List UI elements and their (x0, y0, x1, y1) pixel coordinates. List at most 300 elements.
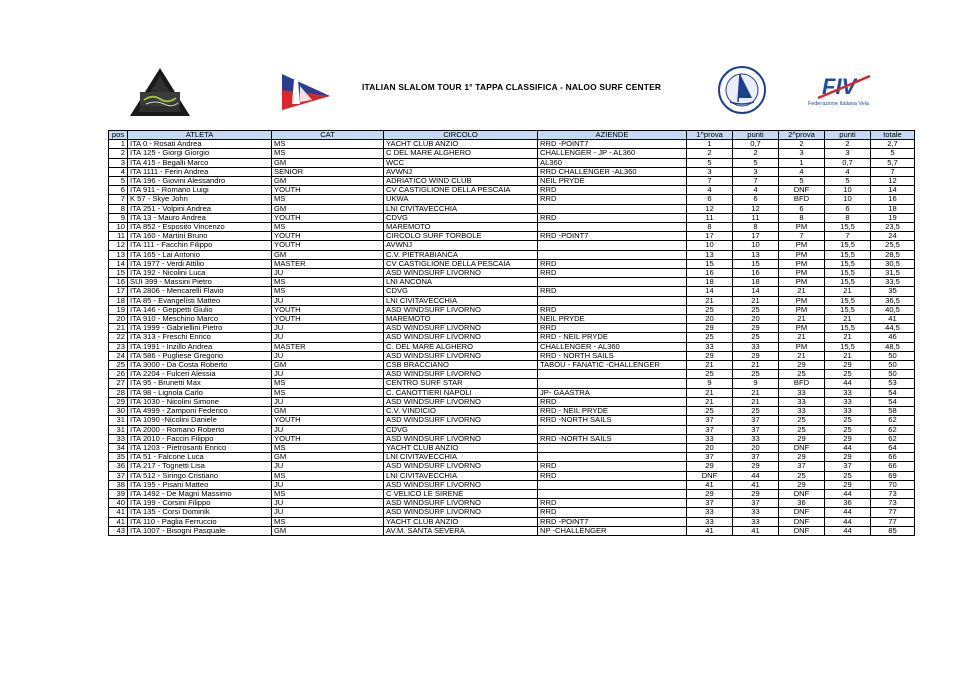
cell-prova2: 3 (779, 149, 825, 158)
table-row (109, 140, 915, 149)
cell-aziende: RRD (538, 213, 687, 222)
cell-prova1: 29 (687, 462, 733, 471)
cell-prova2: PM (779, 250, 825, 259)
cell-totale: 58 (871, 407, 915, 416)
table-row (109, 241, 915, 250)
cell-cat: GM (272, 158, 384, 167)
cell-prova2: 2 (779, 140, 825, 149)
table-row (109, 379, 915, 388)
cell-prova1: 21 (687, 361, 733, 370)
cell-aziende: RRD CHALLENGER -AL360 (538, 167, 687, 176)
cell-circolo: ASD WINDSURF LIVORNO (384, 324, 538, 333)
cell-circolo: AV.M. SANTA SEVERA (384, 526, 538, 535)
table-row (109, 425, 915, 434)
table-row (109, 195, 915, 204)
cell-cat: YOUTH (272, 434, 384, 443)
cell-prova2: 29 (779, 453, 825, 462)
cell-cat: MS (272, 443, 384, 452)
cell-prova1: 25 (687, 407, 733, 416)
cell-atleta: ITA 1030 - Nicolini Simone (128, 397, 272, 406)
cell-totale: 54 (871, 397, 915, 406)
cell-circolo: C.V. PIETRABIANCA (384, 250, 538, 259)
cell-pos: 12 (109, 241, 128, 250)
fiv-subtitle: Federazione Italiana Vela (808, 101, 869, 107)
cell-aziende: RRD (538, 397, 687, 406)
cell-prova1: 41 (687, 526, 733, 535)
cell-punti1: 29 (733, 351, 779, 360)
cell-atleta: ITA 1007 - Bisogni Pasquale (128, 526, 272, 535)
cell-prova1: 21 (687, 388, 733, 397)
cell-cat: SENIOR (272, 167, 384, 176)
cell-atleta: ITA 98 - Lignola Carlo (128, 388, 272, 397)
cell-atleta: ITA 165 - Lai Antonio (128, 250, 272, 259)
cell-aziende: CHALLENGER - JP - AL360 (538, 149, 687, 158)
cell-punti1: 21 (733, 361, 779, 370)
cell-cat: JU (272, 397, 384, 406)
table-row (109, 480, 915, 489)
cell-punti2: 37 (825, 462, 871, 471)
cell-atleta: ITA 110 - Paglia Ferruccio (128, 517, 272, 526)
cell-circolo: ASD WINDSURF LIVORNO (384, 480, 538, 489)
cell-pos: 24 (109, 351, 128, 360)
cell-aziende (538, 250, 687, 259)
cell-punti1: 10 (733, 241, 779, 250)
table-row (109, 269, 915, 278)
cell-prova2: 5 (779, 177, 825, 186)
cell-cat: YOUTH (272, 305, 384, 314)
col-header-prova1: 1^prova (687, 131, 733, 140)
table-header-row (109, 131, 915, 140)
cell-punti1: 7 (733, 177, 779, 186)
cell-circolo: ASD WINDSURF LIVORNO (384, 333, 538, 342)
cell-cat: JU (272, 296, 384, 305)
cell-prova1: 21 (687, 397, 733, 406)
cell-circolo: CSB BRACCIANO (384, 361, 538, 370)
results-body (109, 140, 915, 536)
cell-punti1: 14 (733, 287, 779, 296)
cell-prova2: PM (779, 278, 825, 287)
cell-pos: 41 (109, 517, 128, 526)
cell-aziende: RRD -POINT7 (538, 140, 687, 149)
cell-pos: 23 (109, 342, 128, 351)
cell-totale: 18 (871, 204, 915, 213)
cell-punti2: 33 (825, 407, 871, 416)
cell-punti1: 29 (733, 324, 779, 333)
cell-pos: 6 (109, 186, 128, 195)
cell-cat: YOUTH (272, 416, 384, 425)
cell-circolo: ASD WINDSURF LIVORNO (384, 499, 538, 508)
cell-totale: 30,5 (871, 259, 915, 268)
cell-circolo: LNI CIVITAVECCHIA (384, 471, 538, 480)
cell-punti2: 29 (825, 361, 871, 370)
cell-atleta: ITA 1492 - De Magni Massimo (128, 489, 272, 498)
cell-prova2: 36 (779, 499, 825, 508)
cell-aziende (538, 204, 687, 213)
cell-atleta: ITA 1111 - Ferin Andrea (128, 167, 272, 176)
cell-punti2: 21 (825, 315, 871, 324)
cell-totale: 31,5 (871, 269, 915, 278)
cell-prova2: PM (779, 241, 825, 250)
cell-punti1: 20 (733, 443, 779, 452)
cell-aziende: RRD (538, 471, 687, 480)
cell-aziende: RRD (538, 305, 687, 314)
cell-prova2: 8 (779, 213, 825, 222)
cell-prova1: 7 (687, 177, 733, 186)
cell-totale: 5 (871, 149, 915, 158)
cell-pos: 40 (109, 499, 128, 508)
cell-prova1: 37 (687, 425, 733, 434)
cell-totale: 66 (871, 453, 915, 462)
table-row (109, 167, 915, 176)
cell-prova2: 21 (779, 287, 825, 296)
cell-aziende (538, 278, 687, 287)
table-row (109, 526, 915, 535)
cell-circolo: CV CASTIGLIONE DELLA PESCAIA (384, 259, 538, 268)
cell-pos: 8 (109, 204, 128, 213)
cell-pos: 9 (109, 213, 128, 222)
cell-atleta: ITA 2010 - Faccin Filippo (128, 434, 272, 443)
cell-prova1: 33 (687, 517, 733, 526)
table-row (109, 453, 915, 462)
cell-punti2: 4 (825, 167, 871, 176)
cell-circolo: ASD WINDSURF LIVORNO (384, 370, 538, 379)
cell-atleta: ITA 196 - Giovini Alessandro (128, 177, 272, 186)
table-row (109, 204, 915, 213)
cell-pos: 39 (109, 489, 128, 498)
cell-punti1: 11 (733, 213, 779, 222)
cell-atleta: ITA 2000 - Romano Roberto (128, 425, 272, 434)
cell-cat: MASTER (272, 342, 384, 351)
cell-cat: JU (272, 370, 384, 379)
table-row (109, 250, 915, 259)
cell-cat: MS (272, 140, 384, 149)
cell-prova2: 6 (779, 204, 825, 213)
cell-aziende (538, 223, 687, 232)
cell-aziende (538, 379, 687, 388)
cell-punti1: 41 (733, 526, 779, 535)
cell-punti1: 25 (733, 305, 779, 314)
cell-cat: YOUTH (272, 186, 384, 195)
cell-atleta: ITA 1991 - Inzillo Andrea (128, 342, 272, 351)
cell-totale: 44,5 (871, 324, 915, 333)
col-header-atleta: ATLETA (128, 131, 272, 140)
cell-aziende: RRD (538, 186, 687, 195)
cell-pos: 26 (109, 370, 128, 379)
cell-punti1: 37 (733, 499, 779, 508)
cell-aziende: JP- GAASTRA (538, 388, 687, 397)
cell-atleta: ITA 125 - Giorgi Giorgio (128, 149, 272, 158)
cell-pos: 33 (109, 434, 128, 443)
cell-prova2: 29 (779, 480, 825, 489)
cell-atleta: ITA 4999 - Zamponi Federico (128, 407, 272, 416)
cell-prova1: 33 (687, 342, 733, 351)
cell-totale: 77 (871, 508, 915, 517)
cell-punti1: 8 (733, 223, 779, 232)
cell-aziende: RRD (538, 324, 687, 333)
cell-prova1: 20 (687, 443, 733, 452)
col-header-cat: CAT (272, 131, 384, 140)
cell-prova2: PM (779, 259, 825, 268)
cell-punti2: 5 (825, 177, 871, 186)
cell-punti1: 33 (733, 508, 779, 517)
cell-cat: GM (272, 361, 384, 370)
cell-punti2: 15,5 (825, 241, 871, 250)
cell-prova1: 6 (687, 195, 733, 204)
cell-prova2: PM (779, 342, 825, 351)
cell-circolo: MAREMOTO (384, 315, 538, 324)
cell-prova1: 29 (687, 489, 733, 498)
cell-prova1: 11 (687, 213, 733, 222)
cell-totale: 41 (871, 315, 915, 324)
page-title: ITALIAN SLALOM TOUR 1° TAPPA CLASSIFICA - NALOO SURF CENTER (362, 82, 662, 92)
cell-atleta: ITA 313 - Freschi Enrico (128, 333, 272, 342)
cell-totale: 2,7 (871, 140, 915, 149)
cell-circolo: C.V. VINDICIO (384, 407, 538, 416)
cell-punti1: 33 (733, 517, 779, 526)
cell-punti2: 8 (825, 213, 871, 222)
cell-circolo: ASD WINDSURF LIVORNO (384, 416, 538, 425)
cell-prova1: 3 (687, 167, 733, 176)
cell-aziende (538, 425, 687, 434)
cell-totale: 73 (871, 489, 915, 498)
cell-punti1: 21 (733, 388, 779, 397)
cell-cat: JU (272, 425, 384, 434)
cell-prova1: 10 (687, 241, 733, 250)
cell-prova2: PM (779, 305, 825, 314)
table-row (109, 508, 915, 517)
cell-punti2: 6 (825, 204, 871, 213)
cell-circolo: AVWNJ (384, 241, 538, 250)
col-header-punti2: punti (825, 131, 871, 140)
cell-aziende: RRD -NORTH SAILS (538, 434, 687, 443)
cell-circolo: YACHT CLUB ANZIO (384, 517, 538, 526)
cell-atleta: ITA 1999 - Gabriellini Pietro (128, 324, 272, 333)
table-row (109, 489, 915, 498)
cell-prova1: 25 (687, 305, 733, 314)
cell-circolo: C. DEL MARE ALGHERO (384, 342, 538, 351)
cell-prova2: BFD (779, 379, 825, 388)
cell-cat: MS (272, 278, 384, 287)
cell-aziende: NP -CHALLENGER (538, 526, 687, 535)
cell-punti1: 37 (733, 416, 779, 425)
cell-punti2: 10 (825, 195, 871, 204)
cell-punti1: 21 (733, 397, 779, 406)
cell-cat: MS (272, 517, 384, 526)
col-header-aziende: AZIENDE (538, 131, 687, 140)
cell-totale: 69 (871, 471, 915, 480)
cell-totale: 16 (871, 195, 915, 204)
cell-totale: 54 (871, 388, 915, 397)
cell-totale: 14 (871, 186, 915, 195)
cell-aziende: TABOU - FANATIC -CHALLENGER (538, 361, 687, 370)
cell-totale: 64 (871, 443, 915, 452)
cell-atleta: ITA 111 - Facchin Filippo (128, 241, 272, 250)
cell-prova1: 37 (687, 453, 733, 462)
cell-totale: 73 (871, 499, 915, 508)
table-row (109, 370, 915, 379)
cell-aziende: RRD - NORTH SAILS (538, 351, 687, 360)
cell-prova1: 1 (687, 140, 733, 149)
cell-pos: 27 (109, 379, 128, 388)
cell-pos: 13 (109, 250, 128, 259)
cell-circolo: LNI ANCONA (384, 278, 538, 287)
table-row (109, 259, 915, 268)
cell-punti2: 3 (825, 149, 871, 158)
cell-pos: 30 (109, 407, 128, 416)
cell-circolo: CDVG (384, 213, 538, 222)
cell-prova1: 2 (687, 149, 733, 158)
cell-totale: 25,5 (871, 241, 915, 250)
cell-cat: JU (272, 324, 384, 333)
cell-atleta: ITA 95 - Brunetti Max (128, 379, 272, 388)
cell-pos: 15 (109, 269, 128, 278)
cell-punti1: 15 (733, 259, 779, 268)
cell-prova2: PM (779, 269, 825, 278)
cell-punti2: 29 (825, 453, 871, 462)
cell-aziende (538, 443, 687, 452)
cell-prova1: 29 (687, 324, 733, 333)
cell-punti2: 7 (825, 232, 871, 241)
cell-totale: 85 (871, 526, 915, 535)
table-row (109, 342, 915, 351)
cell-aziende: RRD -POINT7 (538, 517, 687, 526)
cell-circolo: UKWA (384, 195, 538, 204)
cell-pos: 25 (109, 361, 128, 370)
table-row (109, 186, 915, 195)
table-row (109, 443, 915, 452)
cell-totale: 50 (871, 351, 915, 360)
cell-totale: 23,5 (871, 223, 915, 232)
cell-punti2: 15,5 (825, 250, 871, 259)
cell-prova2: PM (779, 324, 825, 333)
cell-pos: 31 (109, 416, 128, 425)
cell-atleta: ITA 1977 - Verdi Attilio (128, 259, 272, 268)
cell-atleta: SUI 399 - Massini Pietro (128, 278, 272, 287)
cell-aziende: RRD (538, 269, 687, 278)
cell-circolo: LNI CIVITAVECCHIA (384, 204, 538, 213)
cell-prova2: 33 (779, 397, 825, 406)
cell-cat: JU (272, 333, 384, 342)
cell-aziende: NEIL PRYDE (538, 177, 687, 186)
cell-totale: 62 (871, 416, 915, 425)
cell-punti1: 41 (733, 480, 779, 489)
cell-atleta: ITA 586 - Pugliese Gregorio (128, 351, 272, 360)
cell-prova2: 4 (779, 167, 825, 176)
cell-atleta: ITA 3000 - Da Costa Roberto (128, 361, 272, 370)
cell-prova2: 25 (779, 425, 825, 434)
cell-prova2: PM (779, 296, 825, 305)
cell-atleta: ITA 192 - Nicolini Luca (128, 269, 272, 278)
table-row (109, 388, 915, 397)
cell-punti2: 44 (825, 526, 871, 535)
cell-prova2: 33 (779, 388, 825, 397)
cell-atleta: K 57 - Skye John (128, 195, 272, 204)
cell-prova2: DNF (779, 186, 825, 195)
table-row (109, 397, 915, 406)
cell-pos: 3 (109, 158, 128, 167)
cell-totale: 19 (871, 213, 915, 222)
cell-punti1: 9 (733, 379, 779, 388)
cell-circolo: CDVG (384, 287, 538, 296)
cell-punti1: 33 (733, 342, 779, 351)
cell-punti2: 33 (825, 397, 871, 406)
cell-circolo: CDVG (384, 425, 538, 434)
cell-aziende: RRD (538, 259, 687, 268)
cell-totale: 40,5 (871, 305, 915, 314)
cell-pos: 35 (109, 453, 128, 462)
cell-pos: 2 (109, 149, 128, 158)
cell-punti2: 44 (825, 508, 871, 517)
cell-atleta: ITA 135 - Corsi Dominik (128, 508, 272, 517)
cell-prova1: 4 (687, 186, 733, 195)
cell-totale: 7 (871, 167, 915, 176)
cell-pos: 4 (109, 167, 128, 176)
cell-cat: JU (272, 499, 384, 508)
cell-aziende: RRD (538, 195, 687, 204)
cell-atleta: ITA 146 - Geppetti Giulio (128, 305, 272, 314)
cell-atleta: ITA 512 - Siringo Cristiano (128, 471, 272, 480)
cell-cat: JU (272, 508, 384, 517)
cell-atleta: ITA 199 - Corsini Filippo (128, 499, 272, 508)
cell-aziende: AL360 (538, 158, 687, 167)
cell-totale: 12 (871, 177, 915, 186)
cell-punti1: 4 (733, 186, 779, 195)
col-header-pos: pos (109, 131, 128, 140)
cell-punti2: 15,5 (825, 305, 871, 314)
cell-pos: 31 (109, 425, 128, 434)
cell-cat: GM (272, 177, 384, 186)
cell-atleta: ITA 415 - Begalli Marco (128, 158, 272, 167)
table-row (109, 351, 915, 360)
cell-aziende: NEIL PRYDE (538, 315, 687, 324)
cell-punti2: 44 (825, 517, 871, 526)
cell-totale: 5,7 (871, 158, 915, 167)
cell-circolo: MAREMOTO (384, 223, 538, 232)
col-header-totale: totale (871, 131, 915, 140)
cell-atleta: ITA 1090 -Nicolini Daniele (128, 416, 272, 425)
table-row (109, 177, 915, 186)
cell-punti1: 2 (733, 149, 779, 158)
cell-pos: 5 (109, 177, 128, 186)
cell-punti1: 25 (733, 370, 779, 379)
cell-prova2: DNF (779, 526, 825, 535)
cell-pos: 1 (109, 140, 128, 149)
cell-atleta: ITA 852 - Esposito Vincenzo (128, 223, 272, 232)
cell-aziende: RRD (538, 287, 687, 296)
cell-punti1: 5 (733, 158, 779, 167)
cell-prova1: 17 (687, 232, 733, 241)
table-row (109, 462, 915, 471)
cell-circolo: LNI CIVITAVECCHIA (384, 453, 538, 462)
cell-punti2: 15,5 (825, 259, 871, 268)
cell-cat: JU (272, 351, 384, 360)
cell-prova2: 37 (779, 462, 825, 471)
cell-circolo: YACHT CLUB ANZIO (384, 443, 538, 452)
cell-circolo: YACHT CLUB ANZIO (384, 140, 538, 149)
cell-prova1: 16 (687, 269, 733, 278)
cell-prova2: 21 (779, 315, 825, 324)
table-row (109, 315, 915, 324)
cell-atleta: ITA 251 - Volpini Andrea (128, 204, 272, 213)
cell-totale: 36,5 (871, 296, 915, 305)
cell-cat: YOUTH (272, 315, 384, 324)
cell-punti2: 21 (825, 351, 871, 360)
cell-aziende (538, 480, 687, 489)
cell-punti1: 29 (733, 462, 779, 471)
cell-totale: 70 (871, 480, 915, 489)
cell-pos: 34 (109, 443, 128, 452)
cell-punti2: 25 (825, 416, 871, 425)
